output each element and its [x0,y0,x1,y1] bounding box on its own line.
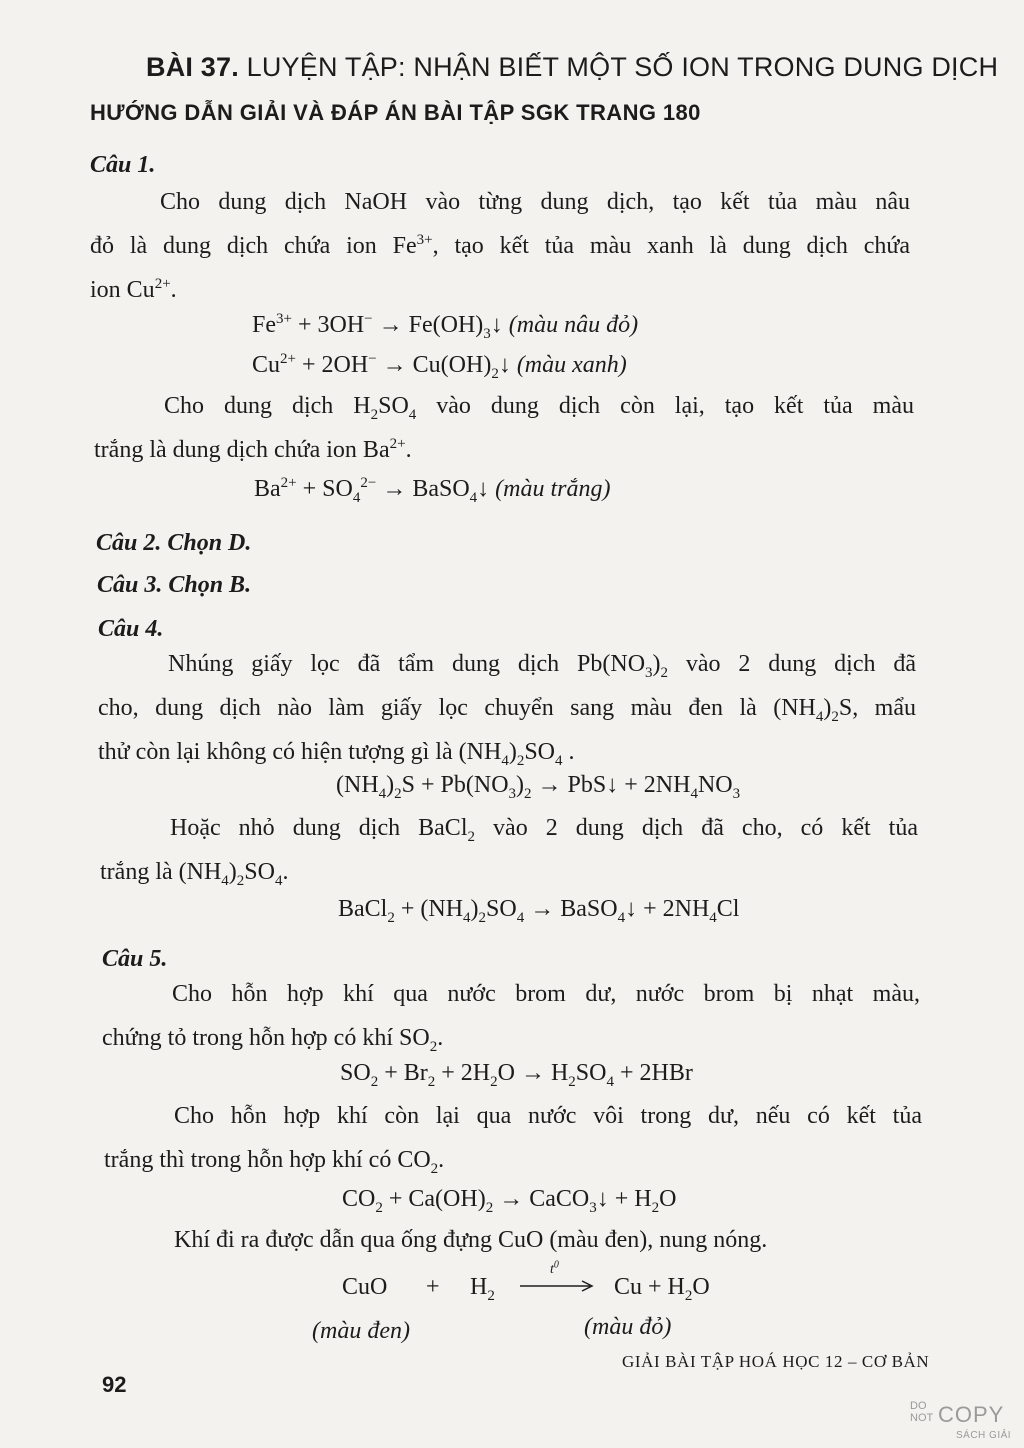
question-5-paragraph-2: Cho hỗn hợp khí còn lại qua nước vôi trong dư, nếu có kết tủa trắng thì trong hỗn hợp khí có $CO_2$. [104,1103,922,1177]
hydrogen-reactant: $H_2$ [470,1274,495,1304]
equation-fe-hydroxide: $Fe^{3+} + 3OH^-$ → $Fe(OH)_3↓$ (màu nâu đỏ) [252,311,639,342]
question-2-answer: Câu 2. Chọn D. [96,530,252,556]
question-1-heading: Câu 1. [90,152,156,178]
question-5-heading: Câu 5. [102,946,168,972]
question-4-paragraph-2: Hoặc nhỏ dung dịch BaCl$_2$ vào 2 dung dịch đã cho, có kết tủa trắng là $(NH_4)_2SO_4$. [100,815,919,889]
equation-ba-sulfate: $Ba^{2+} + SO_4^{2-}$ → BaSO$_4$↓ (màu trắng) [254,475,611,506]
question-5-paragraph-3: Khí đi ra được dẫn qua ống đựng CuO (màu đen), nung nóng. [174,1227,768,1253]
question-1-paragraph-1: Cho dung dịch NaOH vào từng dung dịch, tạo kết tủa màu nâu đỏ là dung dịch chứa ion $Fe^{3+}$, tạo kết tủa màu xanh là dung dịch chứa ion $Cu^{2+}$. [90,189,911,303]
page-number: 92 [102,1372,127,1397]
equation-barium-sulfate: BaCl$_2$ + $(NH_4)_2SO_4$ → BaSO$_4$↓ + $2NH_4Cl$ [338,896,740,926]
equation-carbon-dioxide-limewater: $CO_2 + Ca(OH)_2$ → CaCO$_3$↓ + $H_2O$ [342,1186,677,1216]
question-1-paragraph-2: Cho dung dịch $H_2SO_4$ vào dung dịch còn lại, tạo kết tủa màu trắng là dung dịch chứa ion $Ba^{2+}$. [94,393,914,463]
equation-cu-hydroxide: $Cu^{2+} + 2OH^-$ → $Cu(OH)_2↓$ (màu xanh) [252,351,627,382]
question-3-answer: Câu 3. Chọn B. [97,572,252,598]
lesson-title: BÀI 37. LUYỆN TẬP: NHẬN BIẾT MỘT SỐ ION TRONG DUNG DỊCH [146,52,999,82]
red-color-caption: (màu đỏ) [584,1314,672,1340]
heat-arrow: $t^0$ [520,1264,598,1294]
plus-sign: + [426,1274,440,1300]
equation-sulfur-dioxide-bromine: $SO_2 + Br_2 + 2H_2O \to H_2SO_4 + 2HBr$ [340,1060,693,1090]
equation-lead-sulfide: $(NH_4)_2S + Pb(NO_3)_2$ → PbS↓ + $2NH_4NO_3$ [336,772,741,802]
question-4-heading: Câu 4. [98,616,164,642]
book-title-footer: GIẢI BÀI TẬP HOÁ HỌC 12 – CƠ BẢN [622,1352,930,1371]
question-4-paragraph-1: Nhúng giấy lọc đã tẩm dung dịch $Pb(NO_3)_2$ vào 2 dung dịch đã cho, dung dịch nào làm giấy lọc chuyển sang màu đen là $(NH_4)_2S$, mẩu thử còn lại không có hiện tượng gì là $(NH_4)_2SO_4$ . [98,651,917,769]
equation-copper-oxide-reduction: CuO [342,1274,388,1300]
reaction-arrow-icon [520,1264,598,1294]
copper-water-products: $Cu + H_2O$ [614,1274,710,1304]
black-color-caption: (màu đen) [312,1318,410,1344]
do-not-copy-watermark: DO NOT COPY SÁCH GIẢI [910,1400,1012,1441]
question-5-paragraph-1: Cho hỗn hợp khí qua nước brom dư, nước brom bị nhạt màu, chứng tỏ trong hỗn hợp có khí $SO_2$. [102,981,920,1055]
lesson-subtitle: HƯỚNG DẪN GIẢI VÀ ĐÁP ÁN BÀI TẬP SGK TRANG 180 [90,100,701,125]
